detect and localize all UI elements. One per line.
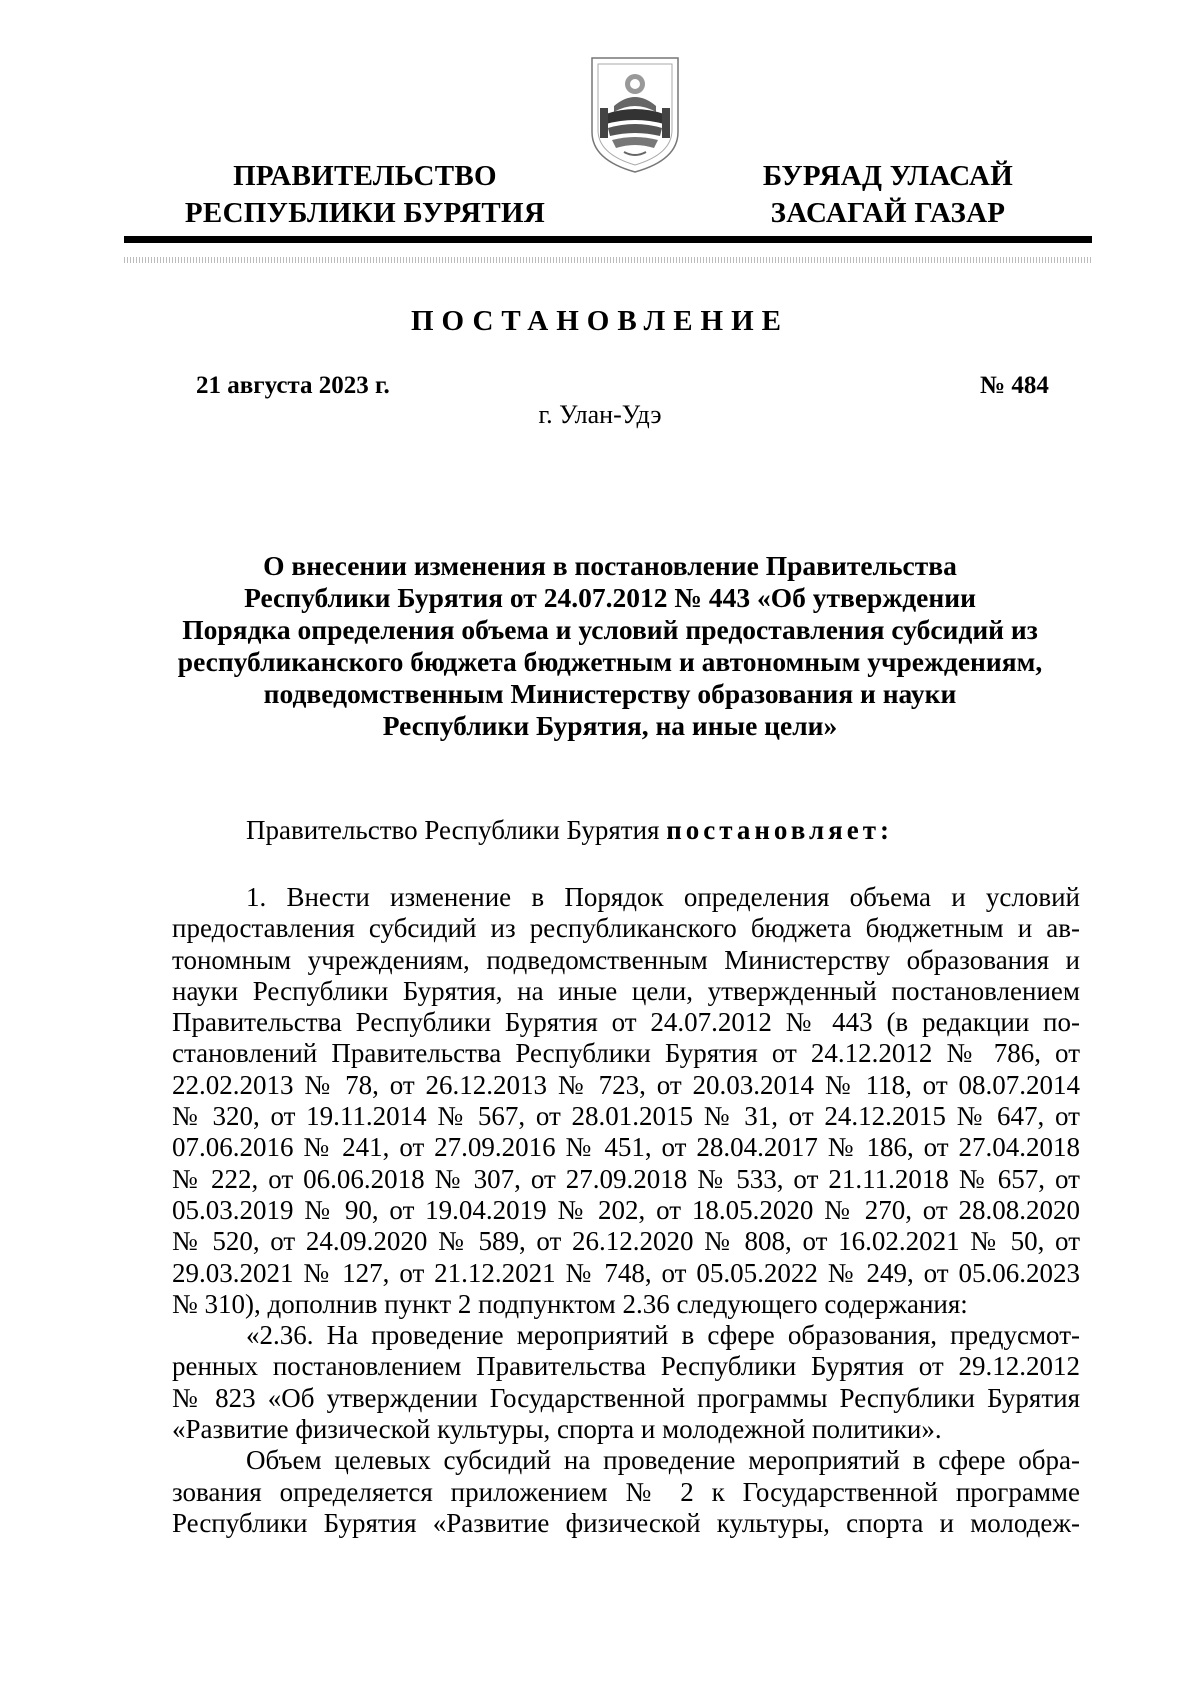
title-line: О внесении изменения в постановление Правительства: [263, 550, 957, 581]
body-line: 07.06.2016 № 241, от 27.09.2016 № 451, от 28.04.2017 № 186, от 27.04.2018: [172, 1132, 1080, 1163]
title-line: Республики Бурятия от 24.07.2012 № 443 «Об утверждении: [244, 582, 976, 613]
body-line: науки Республики Бурятия, на иные цели, утвержденный постановлением: [172, 975, 1080, 1006]
body-line: Правительства Республики Бурятия от 24.07.2012 № 443 (в редакции по-: [172, 1007, 1080, 1038]
document-number: № 484: [980, 372, 1049, 399]
body-line: Объем целевых субсидий на проведение мероприятий в сфере обра-: [246, 1445, 1080, 1476]
header-right-line2: ЗАСАГАЙ ГАЗАР: [770, 197, 1006, 229]
coat-of-arms-emblem-icon: [586, 52, 684, 176]
body-line: № 320, от 19.11.2014 № 567, от 28.01.2015 № 31, от 24.12.2015 № 647, от: [172, 1101, 1080, 1132]
header-right-line1: БУРЯАД УЛАСАЙ: [762, 160, 1014, 192]
body-line: «2.36. На проведение мероприятий в сфере образования, предусмот-: [246, 1320, 1080, 1351]
body-line: Республики Бурятия «Развитие физической культуры, спорта и молодеж-: [172, 1507, 1080, 1538]
title-line: Республики Бурятия, на иные цели»: [382, 710, 838, 741]
title-line: подведомственным Министерству образования и науки: [263, 678, 957, 709]
intro-emphasis: постановляет:: [666, 815, 893, 845]
intro-text: Правительство Республики Бурятия: [246, 815, 667, 845]
government-name-russian: [160, 158, 570, 232]
body-line: 29.03.2021 № 127, от 21.12.2021 № 748, от 05.05.2022 № 249, от 05.06.2023: [172, 1257, 1080, 1288]
body-line: 1. Внести изменение в Порядок определения объема и условий: [246, 882, 1080, 912]
body-line: 22.02.2013 № 78, от 26.12.2013 № 723, от 20.03.2014 № 118, от 08.07.2014: [172, 1069, 1080, 1100]
government-name-buryat: [708, 158, 1068, 232]
title-line: Порядка определения объема и условий предоставления субсидий из: [182, 614, 1038, 645]
header-left-line2: РЕСПУБЛИКИ БУРЯТИЯ: [184, 197, 546, 229]
header-divider-hatched: [124, 257, 1092, 263]
document-city: г. Улан-Удэ: [538, 400, 662, 429]
body-line: № 520, от 24.09.2020 № 589, от 26.12.2020 № 808, от 16.02.2021 № 50, от: [172, 1226, 1080, 1257]
body-line: № 222, от 06.06.2018 № 307, от 27.09.2018 № 533, от 21.11.2018 № 657, от: [172, 1163, 1080, 1194]
body-line: становлений Правительства Республики Бурятия от 24.12.2012 № 786, от: [172, 1038, 1080, 1069]
body-line: ренных постановлением Правительства Республики Бурятия от 29.12.2012: [172, 1351, 1080, 1382]
document-title: [150, 550, 1070, 742]
header-divider-thick: [124, 236, 1092, 243]
header-left-line1: ПРАВИТЕЛЬСТВО: [233, 160, 497, 192]
body-line: 05.03.2019 № 90, от 19.04.2019 № 202, от 18.05.2020 № 270, от 28.08.2020: [172, 1194, 1080, 1225]
body-line: тономным учреждениям, подведомственным Министерству образования и: [172, 944, 1080, 975]
body-line: зования определяется приложением № 2 к Государственной программе: [172, 1476, 1080, 1507]
body-line: предоставления субсидий из республиканского бюджета бюджетным и ав-: [172, 913, 1080, 944]
body-line: «Развитие физической культуры, спорта и молодежной политики».: [172, 1414, 942, 1445]
document-date: 21 августа 2023 г.: [196, 372, 390, 399]
document-body: [172, 882, 1080, 1539]
resolution-intro: [246, 815, 893, 846]
title-line: республиканского бюджета бюджетным и автономным учреждениям,: [177, 646, 1043, 677]
document-type: ПОСТАНОВЛЕНИЕ: [410, 305, 789, 337]
body-line: № 823 «Об утверждении Государственной программы Республики Бурятия: [172, 1382, 1080, 1413]
body-line: № 310), дополнив пункт 2 подпунктом 2.36 следующего содержания:: [172, 1288, 968, 1319]
